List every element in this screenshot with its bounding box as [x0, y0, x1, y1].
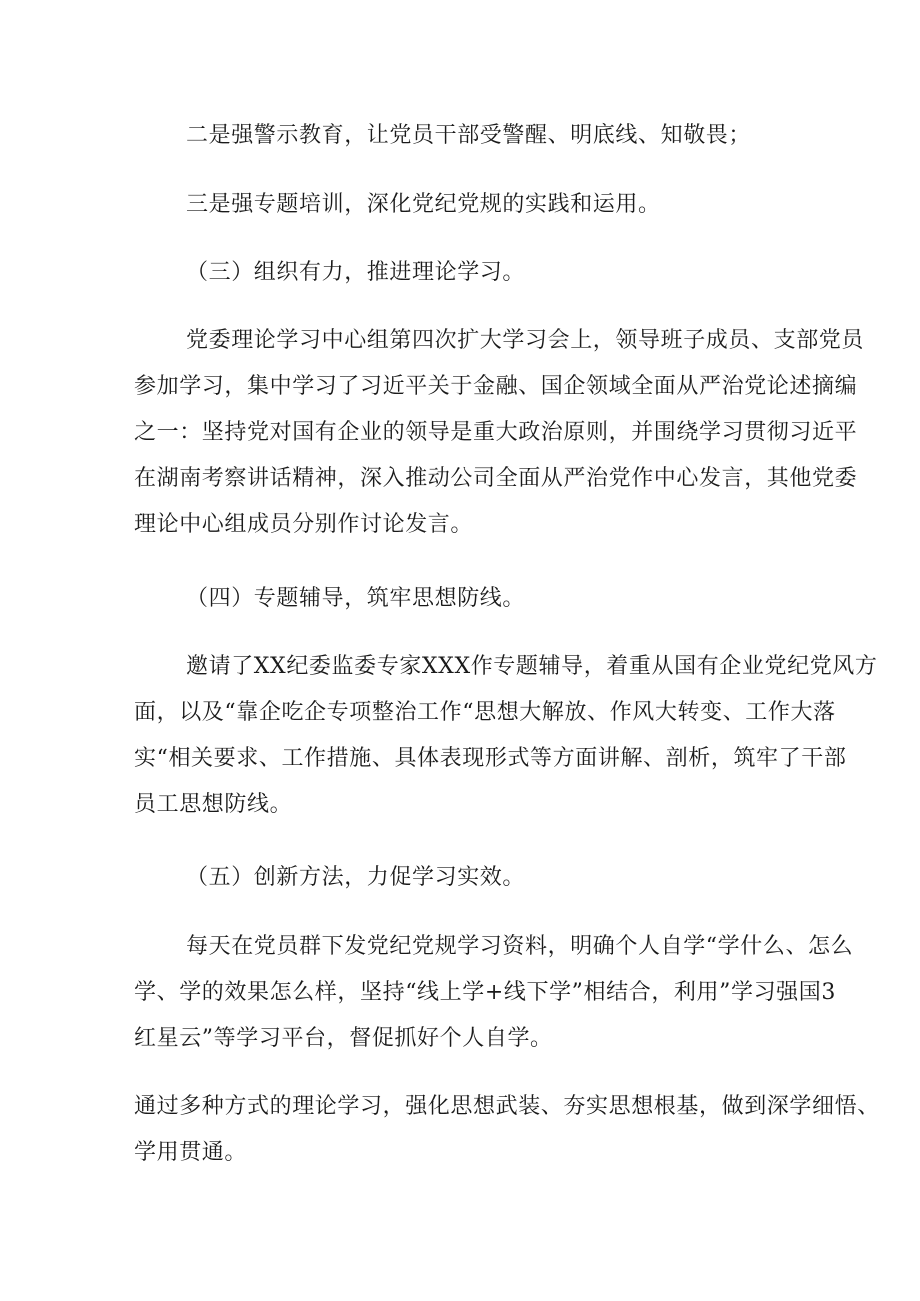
- paragraph-line: 理论中心组成员分别作讨论发言。: [134, 512, 474, 537]
- paragraph-line: 之一：坚持党对国有企业的领导是重大政治原则，并围绕学习贯彻习近平: [134, 420, 858, 445]
- paragraph-line: 学、学的效果怎么样，坚持“线上学+线下学”相结合，利用”学习强国3: [134, 980, 836, 1005]
- paragraph-line: 员工思想防线。: [134, 792, 293, 817]
- paragraph-line: 学用贯通。: [134, 1140, 248, 1165]
- paragraph-line: 参加学习，集中学习了习近平关于金融、国企领域全面从严治党论述摘编: [134, 374, 858, 399]
- section-heading-3: （三）组织有力，推进理论学习。: [186, 260, 526, 285]
- section-heading-5: （五）创新方法，力促学习实效。: [186, 865, 526, 890]
- paragraph-line: 二是强警示教育，让党员干部受警醒、明底线、知敬畏；: [186, 123, 752, 148]
- paragraph-line: 每天在党员群下发党纪党规学习资料，明确个人自学“学什么、怎么: [186, 934, 854, 959]
- paragraph-line: 红星云”等学习平台，督促抓好个人自学。: [134, 1026, 553, 1051]
- section-heading-4: （四）专题辅导，筑牢思想防线。: [186, 586, 526, 611]
- paragraph-line: 通过多种方式的理论学习，强化思想武装、夯实思想根基，做到深学细悟、: [134, 1094, 880, 1119]
- paragraph-line: 三是强专题培训，深化党纪党规的实践和运用。: [186, 192, 661, 217]
- paragraph-line: 实“相关要求、工作措施、具体表现形式等方面讲解、剖析，筑牢了干部: [134, 746, 847, 771]
- paragraph-line: 在湖南考察讲话精神，深入推动公司全面从严治党作中心发言，其他党委: [134, 466, 858, 491]
- paragraph-line: 面，以及“靠企吃企专项整治工作“思想大解放、作风大转变、工作大落: [134, 700, 836, 725]
- paragraph-line: 邀请了XX纪委监委专家XXX作专题辅导，着重从国有企业党纪党风方: [186, 654, 878, 679]
- paragraph-line: 党委理论学习中心组第四次扩大学习会上，领导班子成员、支部党员: [186, 328, 865, 353]
